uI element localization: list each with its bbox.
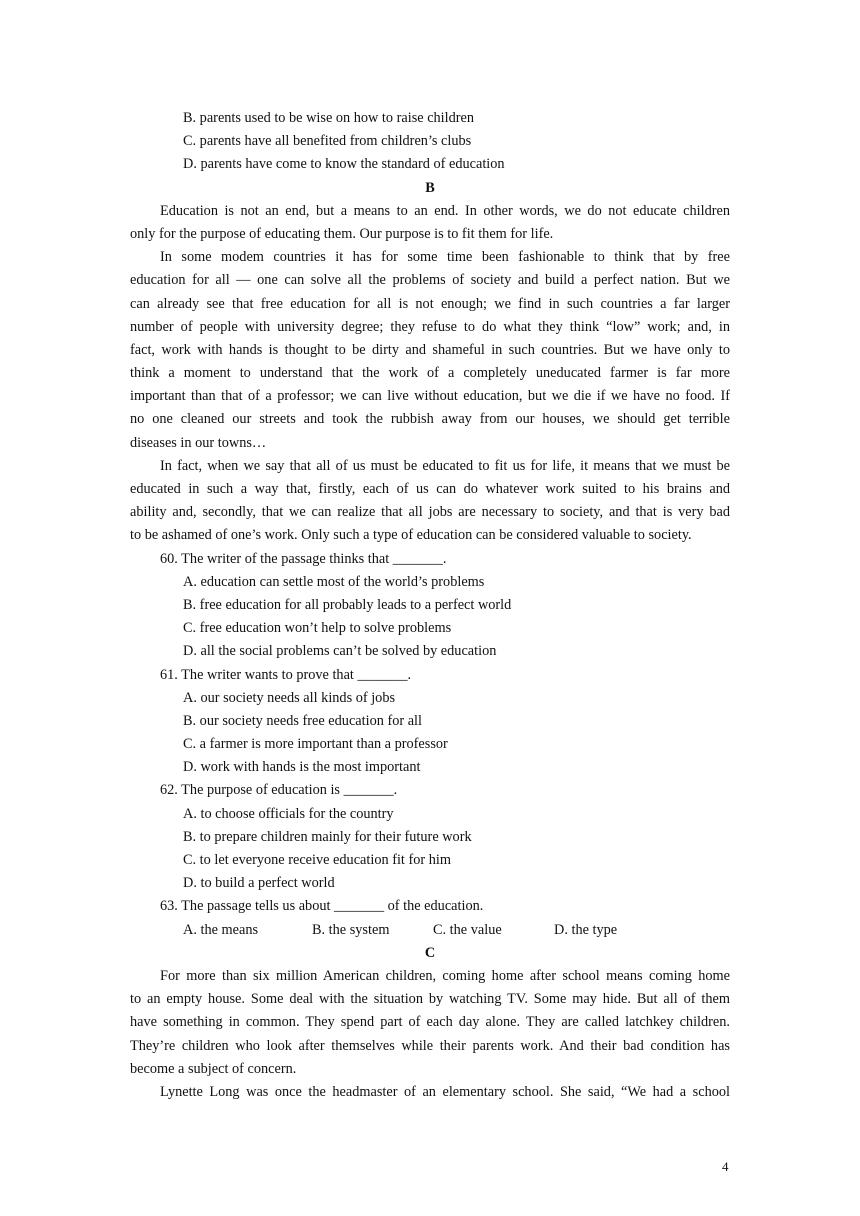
text-line: diseases in our towns… [130, 434, 267, 451]
option-text: C. to let everyone receive education fit for him [183, 852, 451, 868]
option-text: C. the value [433, 921, 502, 938]
option-text: D. work with hands is the most important [183, 759, 421, 776]
question-stem: 62. The purpose of education is _______. [160, 782, 398, 799]
text-line: number of people with university degree; they refuse to do what they think “low” work; and, in [130, 318, 730, 335]
text-line: ability and, secondly, that we can realize that all jobs are necessary to society, and that is very bad [130, 504, 730, 521]
option-text: D. all the social problems can’t be solved by education [183, 643, 497, 660]
text-line: In some modem countries it has for some time been fashionable to think that by free [160, 249, 730, 266]
option-text: B. our society needs free education for all [183, 712, 422, 729]
option-text: D. to build a perfect world [183, 875, 335, 892]
option-text: C. a farmer is more important than a professor [183, 736, 448, 753]
option-text: A. the means [183, 921, 259, 938]
option-text: A. our society needs all kinds of jobs [183, 689, 396, 706]
text-line: education for all — one can solve all the problems of society and build a perfect nation. But we [130, 272, 730, 289]
text-line: They’re children who look after themselves while their parents work. And their bad condition has [130, 1037, 730, 1054]
option-text: D. the type [554, 921, 618, 938]
passage-paragraph [130, 965, 730, 1081]
question-61 [130, 664, 730, 780]
passage-paragraph [130, 246, 730, 455]
text-line: educated in such a way that, firstly, each of us can do whatever work suited to his brains and [130, 481, 730, 497]
option-text: B. to prepare children mainly for their future work [183, 828, 472, 845]
option-text: C. parents have all benefited from children’s clubs [183, 133, 472, 150]
text-line: can already see that free education for all is not enough; we find in such countries a far larger [130, 295, 730, 312]
section-heading-c: C [424, 944, 436, 961]
question-stem: 61. The writer wants to prove that _______. [160, 666, 412, 683]
text-line: only for the purpose of educating them. Our purpose is to fit them for life. [130, 225, 554, 242]
section-heading-b: B [425, 179, 435, 196]
text-line: Lynette Long was once the headmaster of an elementary school. She said, “We had a school [160, 1083, 730, 1100]
option-text: B. the system [312, 921, 390, 938]
question-60 [130, 548, 730, 664]
passage-paragraph [130, 200, 730, 246]
text-line: important than that of a professor; we can live without education, but we die if we have no food. If [130, 388, 730, 405]
text-line: Education is not an end, but a means to an end. In other words, we do not educate children [160, 202, 730, 219]
option-text: C. free education won’t help to solve problems [183, 620, 452, 637]
text-line: no one cleaned our streets and took the rubbish away from our houses, we should get terrible [130, 411, 730, 428]
question-62 [130, 779, 730, 895]
option-text: A. to choose officials for the country [183, 805, 394, 822]
text-line: For more than six million American children, coming home after school means coming home [160, 967, 730, 984]
text-line: have something in common. They spend part of each day alone. They are called latchkey children. [130, 1014, 730, 1031]
text-line: think a moment to understand that the work of a completely uneducated farmer is far more [130, 365, 730, 382]
document-page [130, 107, 730, 1104]
option-text: B. free education for all probably leads to a perfect world [183, 596, 512, 613]
question-63 [130, 895, 730, 941]
text-line: become a subject of concern. [130, 1060, 297, 1077]
text-line: In fact, when we say that all of us must be educated to fit us for life, it means that we must be [160, 457, 730, 474]
option-text: D. parents have come to know the standard of education [183, 156, 505, 173]
passage-paragraph [130, 1081, 730, 1104]
q59-options [130, 107, 730, 177]
text-line: to be ashamed of one’s work. Only such a type of education can be considered valuable to society. [130, 527, 692, 544]
text-line: fact, work with hands is thought to be dirty and shameful in such countries. But we have only to [130, 341, 730, 358]
page-number: 4 [722, 1159, 729, 1174]
question-stem: 60. The writer of the passage thinks that _______. [160, 550, 447, 567]
text-line: to an empty house. Some deal with the situation by watching TV. Some may hide. But all of them [130, 991, 730, 1008]
option-text: A. education can settle most of the world’s problems [183, 573, 485, 590]
inline-options [130, 919, 730, 942]
option-text: B. parents used to be wise on how to raise children [183, 110, 475, 126]
question-stem: 63. The passage tells us about _______ of the education. [160, 898, 484, 915]
passage-paragraph [130, 455, 730, 548]
